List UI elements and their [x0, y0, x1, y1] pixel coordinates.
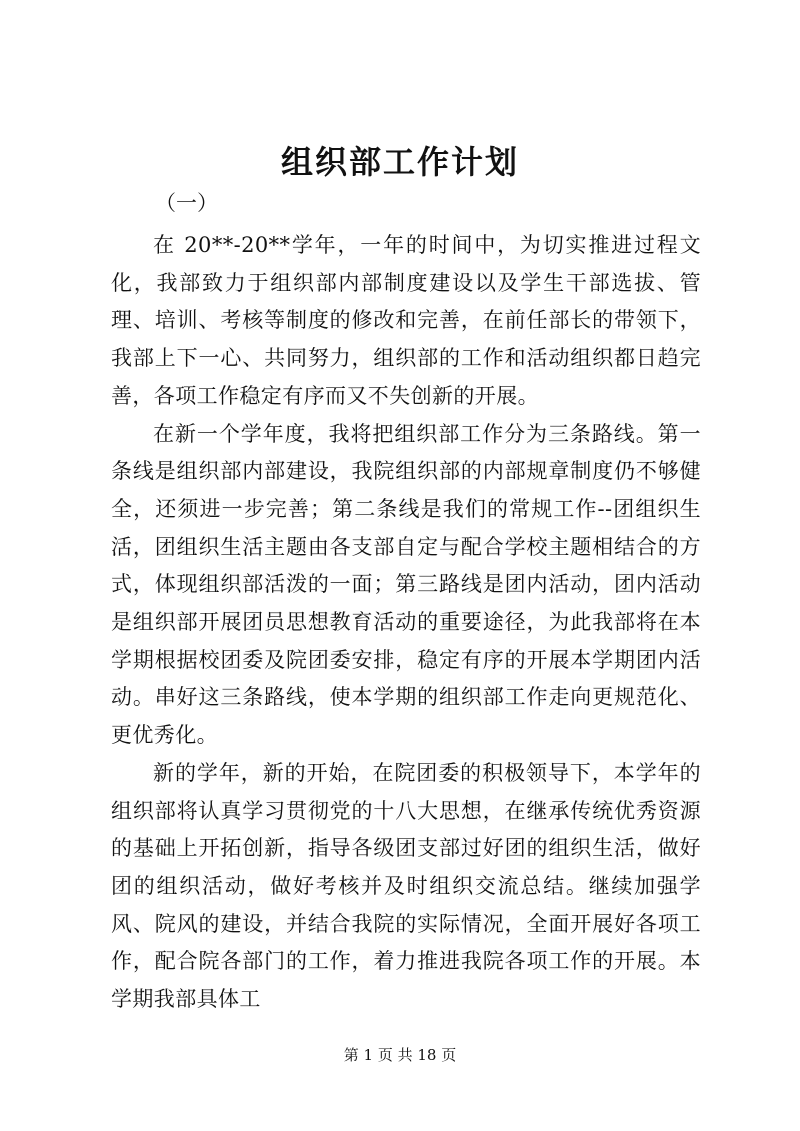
page-footer: 第 1 页 共 18 页 — [343, 1046, 457, 1064]
paragraph: 在 20**-20**学年，一年的时间中，为切实推进过程文化，我部致力于组织部内部制度建设以及学生干部选拔、管理、培训、考核等制度的修改和完善，在前任部长的带领下，我部上下一心、共同努力，组织部的工作和活动组织都日趋完善，各项工作稳定有序而又不失创新的开展。 — [111, 233, 701, 408]
paragraph: 在新一个学年度，我将把组织部工作分为三条路线。第一条线是组织部内部建设，我院组织部的内部规章制度仍不够健全，还须进一步完善；第二条线是我们的常规工作--团组织生活，团组织生活主题由各支部自定与配合学校主题相结合的方式，体现组织部活泼的一面；第三路线是团内活动，团内活动是组织部开展团员思想教育活动的重要途径，为此我部将在本学期根据校团委及院团委安排，稳定有序的开展本学期团内活动。串好这三条路线，使本学期的组织部工作走向更规范化、更优秀化。 — [111, 421, 701, 748]
section-label: （一） — [155, 191, 218, 215]
paragraph: 新的学年，新的开始，在院团委的积极领导下，本学年的组织部将认真学习贯彻党的十八大思想，在继承传统优秀资源的基础上开拓创新，指导各级团支部过好团的组织生活，做好团的组织活动，做好考核并及时组织交流总结。继续加强学风、院风的建设，并结合我院的实际情况，全面开展好各项工作，配合院各部门的工作，着力推进我院各项工作的开展。本学期我部具体工 — [111, 760, 701, 1012]
document-body — [111, 227, 701, 1019]
document-title: 组织部工作计划 — [280, 143, 519, 181]
